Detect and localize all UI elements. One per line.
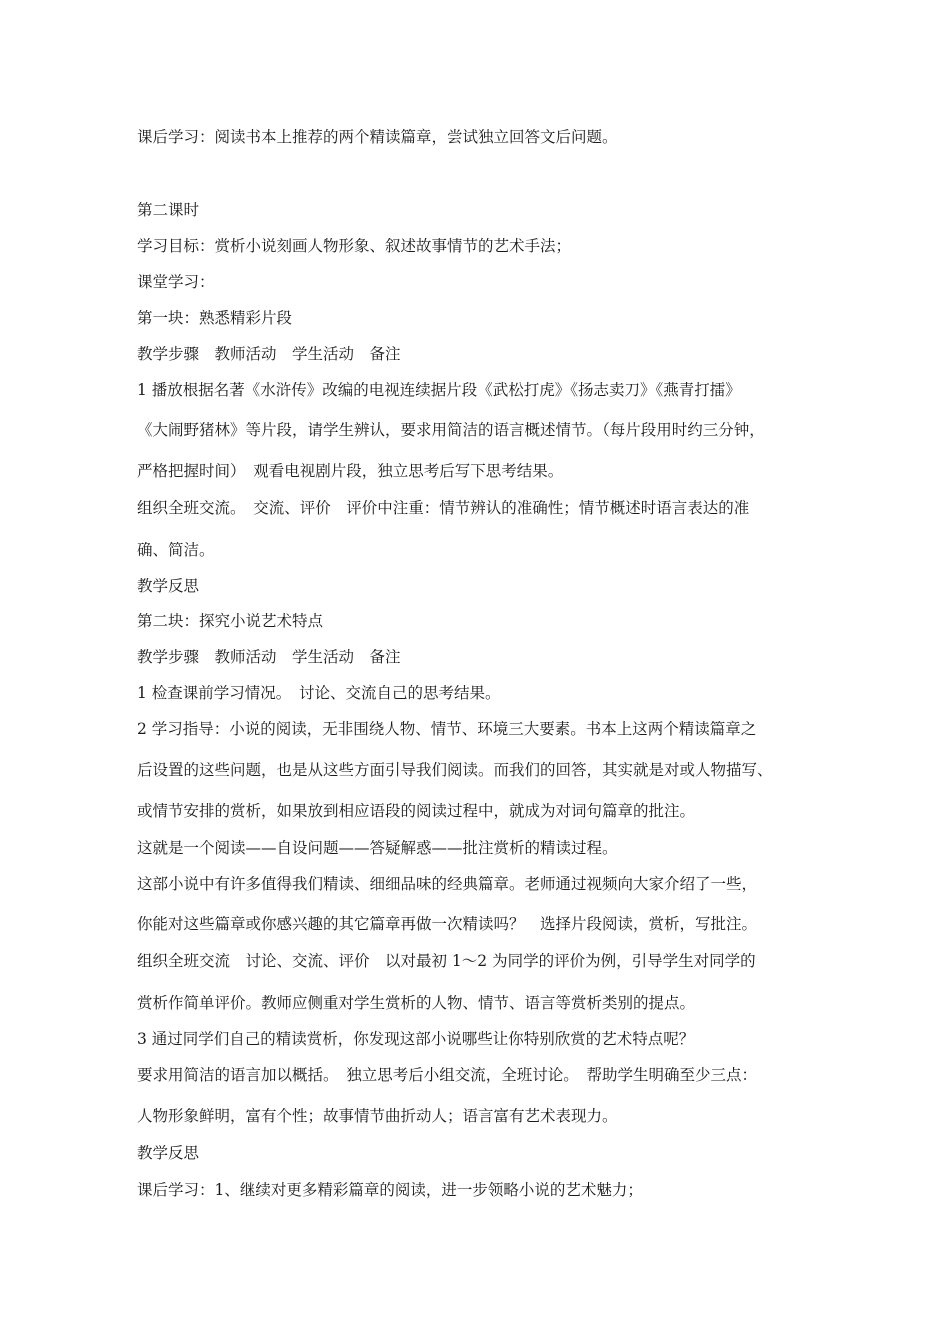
- text-line: 课后学习：1、继续对更多精彩篇章的阅读，进一步领略小说的艺术魅力；: [137, 1181, 643, 1199]
- text-line: 2 学习指导：小说的阅读，无非围绕人物、情节、环境三大要素。书本上这两个精读篇章之: [137, 720, 757, 738]
- text-line: 组织全班交流 讨论、交流、评价 以对最初 1～2 为同学的评价为例，引导学生对同学的: [137, 952, 756, 970]
- text-line: 课后学习：阅读书本上推荐的两个精读篇章，尝试独立回答文后问题。: [137, 128, 618, 146]
- text-line: 学习目标：赏析小说刻画人物形象、叙述故事情节的艺术手法；: [137, 237, 572, 255]
- section-heading: 第二课时: [137, 201, 200, 219]
- text-line: 严格把握时间） 观看电视剧片段，独立思考后写下思考结果。: [137, 462, 564, 480]
- text-line: 要求用简洁的语言加以概括。 独立思考后小组交流，全班讨论。 帮助学生明确至少三点：: [137, 1066, 758, 1084]
- text-line: 课堂学习：: [137, 273, 215, 291]
- text-line: 第一块：熟悉精彩片段: [137, 309, 293, 327]
- text-line: 赏析作简单评价。教师应侧重对学生赏析的人物、情节、语言等赏析类别的提点。: [137, 994, 696, 1012]
- text-line: 1 检查课前学习情况。 讨论、交流自己的思考结果。: [137, 684, 501, 702]
- text-line: 组织全班交流。 交流、评价 评价中注重：情节辨认的准确性；情节概述时语言表达的准: [137, 499, 750, 517]
- text-line: 你能对这些篇章或你感兴趣的其它篇章再做一次精读吗？ 选择片段阅读，赏析，写批注。: [137, 915, 758, 933]
- text-line: 人物形象鲜明，富有个性；故事情节曲折动人；语言富有艺术表现力。: [137, 1107, 618, 1125]
- text-line: 1 播放根据名著《水浒传》改编的电视连续据片段《武松打虎》《扬志卖刀》《燕青打擂》: [137, 381, 741, 399]
- text-line: 这部小说中有许多值得我们精读、细细品味的经典篇章。老师通过视频向大家介绍了一些，: [137, 875, 758, 893]
- text-line: 确、简洁。: [137, 541, 215, 559]
- text-line: 这就是一个阅读——自设问题——答疑解惑——批注赏析的精读过程。: [137, 839, 618, 857]
- text-line: 教学步骤 教师活动 学生活动 备注: [137, 648, 401, 666]
- text-line: 3 通过同学们自己的精读赏析，你发现这部小说哪些让你特别欣赏的艺术特点呢？: [137, 1030, 695, 1048]
- text-line: 或情节安排的赏析，如果放到相应语段的阅读过程中，就成为对词句篇章的批注。: [137, 802, 696, 820]
- text-line: 教学步骤 教师活动 学生活动 备注: [137, 345, 401, 363]
- text-line: 教学反思: [137, 577, 200, 595]
- text-line: 《大闹野猪林》等片段，请学生辨认，要求用简洁的语言概述情节。（每片段用时约三分钟，: [137, 421, 765, 439]
- text-line: 教学反思: [137, 1144, 200, 1162]
- text-line: 第二块：探究小说艺术特点: [137, 612, 324, 630]
- text-line: 后设置的这些问题，也是从这些方面引导我们阅读。而我们的回答，其实就是对或人物描写、: [137, 761, 773, 779]
